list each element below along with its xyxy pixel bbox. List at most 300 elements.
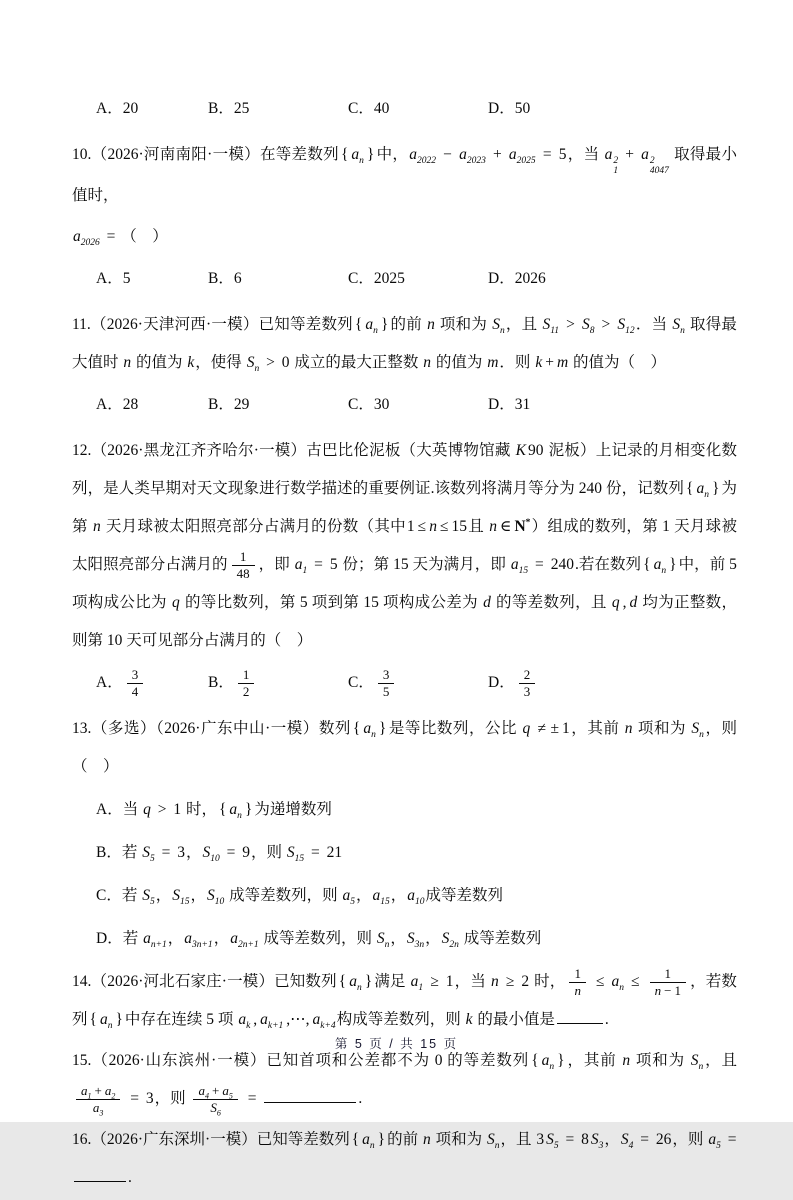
math-token: 26 — [655, 1131, 672, 1149]
math-sub: n — [704, 490, 709, 501]
math-token: 1 — [674, 983, 681, 999]
option-item — [208, 664, 348, 702]
math-operator: + — [621, 146, 639, 163]
math-token: 1 — [173, 801, 182, 819]
text-run: . — [604, 1011, 609, 1029]
math-sub: n — [499, 326, 505, 337]
text-run: ， — [155, 887, 172, 905]
text-run: 构成等差数列，则 — [336, 1011, 465, 1029]
brace-open: { — [340, 146, 349, 163]
math-token: $a_5$ — [708, 1131, 721, 1152]
math-operator: + — [488, 146, 506, 163]
math-token: $a_{3n+1}$ — [184, 930, 213, 951]
math-sub: 4 — [628, 1141, 634, 1152]
text-run: ，当 — [454, 973, 491, 991]
math-token: N* — [514, 518, 531, 536]
math-token: 5 — [558, 146, 567, 163]
math-token: $a_{15}$ — [510, 556, 529, 577]
math-token: 1 — [574, 965, 581, 981]
math-operator: = — [157, 844, 175, 862]
option-item — [348, 260, 488, 298]
option-item — [348, 90, 488, 128]
text-run: ．当 — [635, 316, 672, 334]
math-token: $a_n$ — [653, 556, 667, 577]
math-token: $a_1$ — [410, 973, 424, 994]
text-run: ， — [356, 887, 372, 905]
math-sub: n — [549, 1062, 555, 1073]
math-sub: 8 — [589, 326, 595, 337]
math-token: 0 — [281, 354, 290, 372]
fraction-denominator — [76, 1100, 120, 1116]
text-run: . — [128, 1169, 132, 1187]
math-sub: n — [359, 156, 364, 167]
math-sub: 2026 — [80, 238, 100, 249]
math-token: $a_{15}$ — [372, 887, 390, 908]
fraction — [378, 667, 395, 701]
math-sub: 2025 — [516, 156, 536, 167]
text-run: 的值为（ ） — [569, 354, 667, 372]
math-token: 15 — [451, 518, 467, 536]
fraction-denominator — [127, 684, 144, 700]
math-token: $a_n$ — [365, 316, 378, 337]
text-run: 为第 — [72, 480, 737, 536]
text-run: 项和为 — [435, 316, 492, 334]
math-token: q — [143, 801, 151, 819]
option-item — [96, 664, 208, 702]
fraction — [650, 966, 686, 1000]
math-token: 21 — [326, 844, 343, 862]
option-item — [96, 260, 208, 298]
text-run: 14.（2026·河北石家庄·一模）已知数列 — [72, 973, 337, 991]
math-operator: ≤ — [627, 973, 644, 991]
math-token: a 2 4047 — [641, 146, 669, 177]
math-token: $a_n$ — [363, 720, 376, 741]
text-run: B．25 — [208, 100, 250, 117]
text-run: A．5 — [96, 270, 131, 288]
brace-open: { — [354, 316, 363, 334]
fraction — [519, 667, 536, 701]
text-run: 为递增数列 — [254, 801, 332, 819]
math-token: n — [423, 354, 431, 372]
math-token: $S_n$ — [672, 316, 685, 337]
text-run: ，当 — [567, 146, 604, 163]
math-token: $S_n$ — [492, 316, 505, 337]
math-token: 5 — [329, 556, 338, 574]
math-operator: , — [622, 594, 627, 612]
text-run: B． — [208, 674, 234, 692]
math-sub: n — [384, 940, 390, 951]
math-token: n — [491, 973, 499, 991]
brace-close: } — [115, 1011, 123, 1029]
math-operator: = — [723, 1131, 737, 1149]
text-run: B．29 — [208, 396, 250, 414]
math-token: $a_2$ — [104, 1082, 116, 1101]
math-token: $a_n$ — [611, 973, 625, 994]
text-run: ， — [213, 930, 230, 948]
math-token: k — [465, 1011, 473, 1029]
math-token: 3 — [131, 666, 139, 682]
option-item — [96, 834, 737, 872]
math-token: 1 — [242, 666, 250, 682]
math-sub: n — [107, 1021, 113, 1032]
fraction — [193, 1083, 237, 1117]
math-token: $a_n$ — [351, 146, 364, 167]
text-run: C．30 — [348, 396, 390, 414]
math-operator: + — [545, 354, 554, 372]
math-token: 240 — [550, 556, 574, 574]
option-item — [488, 260, 737, 298]
answer-blank — [74, 1166, 126, 1183]
fraction-denominator — [569, 983, 586, 999]
text-run: 取得最小值时， — [72, 146, 737, 205]
text-run: C．40 — [348, 100, 390, 117]
math-token: 90 — [528, 442, 544, 460]
math-token: n — [654, 983, 662, 999]
option-item — [208, 386, 348, 424]
math-token: $S_6$ — [210, 1100, 221, 1118]
math-operator: = — [538, 146, 556, 163]
text-run: ， — [390, 887, 407, 905]
option-item — [488, 90, 737, 128]
math-token: $a_k$ — [238, 1011, 251, 1032]
option-item — [96, 90, 208, 128]
math-operator: = — [126, 1090, 143, 1108]
math-token: $S_{10}$ — [207, 887, 225, 908]
math-operator: > — [262, 354, 279, 372]
text-run: D．若 — [96, 930, 143, 948]
math-token: K — [515, 442, 526, 460]
math-sub: 11 — [550, 326, 559, 337]
math-operator: > — [597, 316, 615, 334]
page-footer — [0, 1034, 793, 1052]
text-run: C．若 — [96, 887, 142, 905]
math-token: $S_{11}$ — [542, 316, 559, 337]
text-run: 中存在连续 5 项 — [124, 1011, 238, 1029]
math-sub: n — [371, 730, 376, 741]
text-run: D． — [488, 674, 515, 692]
math-operator: − — [438, 146, 457, 163]
math-token: n — [423, 1131, 431, 1149]
math-sub: n — [356, 983, 362, 994]
math-token: n — [624, 720, 633, 738]
math-token: $a_{n+1}$ — [143, 930, 167, 951]
math-token: $S_4$ — [620, 1131, 634, 1152]
math-sub: 10 — [214, 897, 225, 908]
math-token: $a_5$ — [342, 887, 356, 908]
math-token: $S_8$ — [581, 316, 595, 337]
question-paragraph — [72, 432, 737, 660]
math-sub: 2n+1 — [237, 940, 259, 951]
math-token: n — [123, 354, 132, 372]
text-run: B．若 — [96, 844, 142, 862]
brace-open: { — [338, 973, 347, 991]
text-run: 项和为 — [633, 720, 691, 738]
math-token: $a_1$ — [81, 1082, 92, 1101]
math-token: 1 — [406, 518, 415, 536]
math-token: $a_n$ — [696, 480, 709, 501]
math-token: 3 — [382, 666, 390, 682]
math-token: q — [522, 720, 531, 738]
brace-open: { — [351, 1131, 360, 1149]
math-sub: n — [237, 811, 242, 822]
fraction-denominator — [238, 684, 255, 700]
math-token: m — [556, 354, 569, 372]
text-run: ， — [167, 930, 184, 948]
math-sub: n — [699, 730, 704, 741]
brace-close: } — [557, 1052, 565, 1070]
math-token: $a_3$ — [92, 1100, 104, 1118]
math-sub: 5 — [149, 897, 155, 908]
text-run: （ ） — [121, 228, 168, 246]
math-sub: 6 — [216, 1108, 221, 1118]
option-item — [208, 260, 348, 298]
text-run: 的等差数列，且 — [491, 594, 611, 612]
math-operator: ≥ — [501, 973, 519, 991]
math-token: $a_4$ — [198, 1082, 209, 1101]
brace-open: { — [685, 480, 694, 498]
math-token: $a_5$ — [222, 1082, 233, 1101]
math-supsub — [613, 157, 618, 177]
option-item — [96, 877, 737, 915]
math-token: k — [535, 354, 543, 372]
options-stack — [72, 791, 737, 958]
math-sub: 15 — [179, 897, 190, 908]
math-token: m — [487, 354, 499, 372]
fraction — [232, 549, 255, 583]
math-token: $a_{10}$ — [407, 887, 425, 908]
math-sub: n — [494, 1141, 500, 1152]
math-sub: 4047 — [649, 166, 669, 177]
text-run: D．50 — [488, 100, 531, 117]
brace-close: } — [244, 801, 253, 819]
answer-blank — [264, 1087, 356, 1104]
sequence-notation — [339, 146, 376, 167]
math-operator: = — [636, 1131, 653, 1149]
math-sub: 3 — [99, 1108, 104, 1118]
text-run: 天月球被太阳照亮部分占满月的份数（其中 — [101, 518, 406, 536]
math-sup: 2 — [649, 156, 655, 167]
math-sub: 2023 — [466, 156, 486, 167]
math-token: q — [611, 594, 620, 612]
sequence-notation — [337, 973, 374, 994]
math-sub: n — [619, 983, 625, 994]
math-token: 2 — [523, 666, 531, 682]
math-sub: n — [254, 364, 260, 375]
text-run: 10.（2026·河南南阳·一模）在等差数列 — [72, 146, 339, 163]
math-token: n — [574, 983, 581, 999]
text-run: 12.（2026·黑龙江齐齐哈尔·一模）古巴比伦泥板（大英博物馆藏 — [72, 442, 515, 460]
math-token: $S_n$ — [246, 354, 260, 375]
fraction-numerator — [76, 1083, 120, 1100]
option-item — [488, 386, 737, 424]
fraction-denominator — [232, 566, 255, 582]
math-sub: 5 — [149, 854, 155, 865]
math-operator: ≤ — [417, 518, 427, 536]
math-token: $S_{12}$ — [617, 316, 635, 337]
fraction — [127, 667, 144, 701]
math-token: 3 — [145, 1090, 154, 1108]
math-operator: ∈ — [499, 518, 512, 536]
math-sub: 1 — [87, 1091, 92, 1101]
math-sub: 15 — [294, 854, 305, 865]
math-token: 1 — [239, 548, 247, 564]
text-run: .若在数列 — [574, 556, 642, 574]
math-token: 3 — [536, 1131, 545, 1149]
question-paragraph — [72, 136, 737, 215]
math-token: $S_n$ — [376, 930, 390, 951]
math-sub: n — [373, 326, 378, 337]
options-row — [72, 386, 737, 424]
math-token: $a_{2022}$ — [409, 146, 436, 167]
math-sub: 15 — [380, 897, 390, 908]
math-sub: n — [698, 1062, 704, 1073]
math-token: 3 — [177, 844, 185, 862]
math-token: $S_3$ — [590, 1131, 604, 1152]
math-sup: 2 — [613, 156, 619, 167]
brace-open: { — [531, 1052, 539, 1070]
text-run: 16.（2026·广东深圳·一模）已知等差数列 — [72, 1131, 350, 1149]
math-supsub — [650, 157, 669, 177]
fraction-numerator — [650, 966, 686, 983]
math-operator: = — [531, 556, 548, 574]
text-run: 满足 — [374, 973, 410, 991]
math-sub: 1 — [302, 566, 308, 577]
brace-close: } — [364, 973, 373, 991]
math-token: 3 — [523, 684, 531, 700]
math-operator: = — [243, 1090, 261, 1108]
text-run: A．28 — [96, 396, 139, 414]
math-token: 2 — [242, 684, 250, 700]
math-token: 8 — [581, 1131, 589, 1149]
math-sub: 3 — [598, 1141, 604, 1152]
math-operator: > — [562, 316, 579, 334]
math-token: $S_n$ — [691, 720, 704, 741]
option-item — [208, 90, 348, 128]
sequence-notation — [684, 480, 721, 501]
math-sub: 3n+1 — [192, 940, 213, 951]
math-token: $S_n$ — [487, 1131, 500, 1152]
math-token: $a_n$ — [229, 801, 242, 822]
math-token: 1 — [664, 965, 672, 981]
fraction — [76, 1083, 120, 1117]
text-run: 均为正整数，则第 10 天可见部分占满月的（ ） — [72, 594, 737, 650]
brace-close: } — [378, 720, 387, 738]
text-run: 中， — [376, 146, 409, 163]
text-run: ，则 — [250, 844, 286, 862]
text-run: ，若数列 — [72, 973, 737, 1029]
text-run: ，使得 — [195, 354, 246, 372]
text-run: ）组成的数列，第 1 天月球被太阳照亮部分占满月的 — [72, 518, 737, 574]
sequence-notation — [217, 801, 254, 822]
text-run: 成等差数列 — [459, 930, 542, 948]
text-run: ， — [425, 930, 441, 948]
math-operator: + — [94, 1082, 102, 1098]
math-token: $S_5$ — [142, 887, 155, 908]
text-run: C．2025 — [348, 270, 405, 288]
text-run: A．当 — [96, 801, 143, 819]
math-sub: 5 — [553, 1141, 559, 1152]
math-operator: = — [561, 1131, 579, 1149]
math-operator: ≠ ± — [533, 720, 560, 738]
text-run: 成等差数列 — [425, 887, 504, 905]
math-token: 9 — [242, 844, 250, 862]
math-operator: = — [307, 844, 324, 862]
math-sub: n — [369, 1141, 375, 1152]
math-operator: ≤ — [591, 973, 609, 991]
math-token: $S_{15}$ — [172, 887, 190, 908]
math-sub: 5 — [716, 1141, 721, 1152]
brace-close: } — [377, 1131, 386, 1149]
math-token: k — [187, 354, 195, 372]
math-token: n — [622, 1052, 631, 1070]
math-sub: 12 — [625, 326, 635, 337]
math-token: $a_n$ — [349, 973, 362, 994]
math-token: n — [92, 518, 101, 536]
sequence-notation — [353, 316, 390, 337]
answer-blank — [557, 1008, 603, 1025]
math-sub: k+1 — [267, 1021, 284, 1032]
text-run: ，则（ ） — [72, 720, 737, 776]
brace-close: } — [711, 480, 720, 498]
fraction-denominator — [378, 684, 395, 700]
math-token: 5 — [382, 684, 390, 700]
text-run: ，则 — [672, 1131, 708, 1149]
text-run: 项和为 — [431, 1131, 487, 1149]
math-operator: − — [664, 983, 672, 999]
text-run: 13.（多选）（2026·广东中山·一模）数列 — [72, 720, 351, 738]
text-run: 中，前 5 项构成公比为 — [72, 556, 737, 612]
text-run: 11.（2026·天津河西·一模）已知等差数列 — [72, 316, 353, 334]
question-paragraph — [72, 1121, 737, 1197]
math-sub: 1 — [613, 166, 619, 177]
math-sub: n+1 — [150, 940, 167, 951]
math-token: 1 — [445, 973, 454, 991]
option-item — [348, 386, 488, 424]
math-operator: ≤ — [439, 518, 449, 536]
math-token: q — [172, 594, 180, 612]
math-sub: 5 — [228, 1091, 233, 1101]
text-run: D．2026 — [488, 270, 546, 288]
sequence-notation — [529, 1052, 566, 1073]
text-run: ，且 — [500, 1131, 536, 1149]
brace-close: } — [380, 316, 389, 334]
math-token: $S_{15}$ — [286, 844, 305, 865]
math-sub: 3n — [414, 940, 425, 951]
math-token: $a_{k+1}$ — [260, 1011, 284, 1032]
text-run: ， — [390, 930, 406, 948]
math-token: $a_1$ — [294, 556, 308, 577]
text-run: C． — [348, 674, 374, 692]
fraction-numerator — [238, 667, 255, 684]
math-token: 1 — [562, 720, 570, 738]
option-item — [348, 664, 488, 702]
math-token: $S_5$ — [142, 844, 155, 865]
text-run: 的等比数列，第 5 项到第 15 项构成公差为 — [180, 594, 483, 612]
sequence-notation — [88, 1011, 125, 1032]
fraction — [238, 667, 255, 701]
text-run: . — [358, 1090, 363, 1108]
text-run: 时， — [182, 801, 217, 819]
text-run: 泥板）上记录的月相变化数列，是人类早期对天文现象进行数学描述的重要例证.该数列将满月等分为 240 份，记数列 — [72, 442, 737, 498]
math-sub: 15 — [518, 566, 529, 577]
text-run: ，且 — [704, 1052, 737, 1070]
math-sub: 1 — [418, 983, 424, 994]
options-row — [72, 260, 737, 298]
math-sub: n — [661, 566, 667, 577]
math-token: $S_5$ — [546, 1131, 559, 1152]
page-number: 第 5 页 / 共 15 页 — [334, 1037, 459, 1051]
options-row — [72, 90, 737, 128]
